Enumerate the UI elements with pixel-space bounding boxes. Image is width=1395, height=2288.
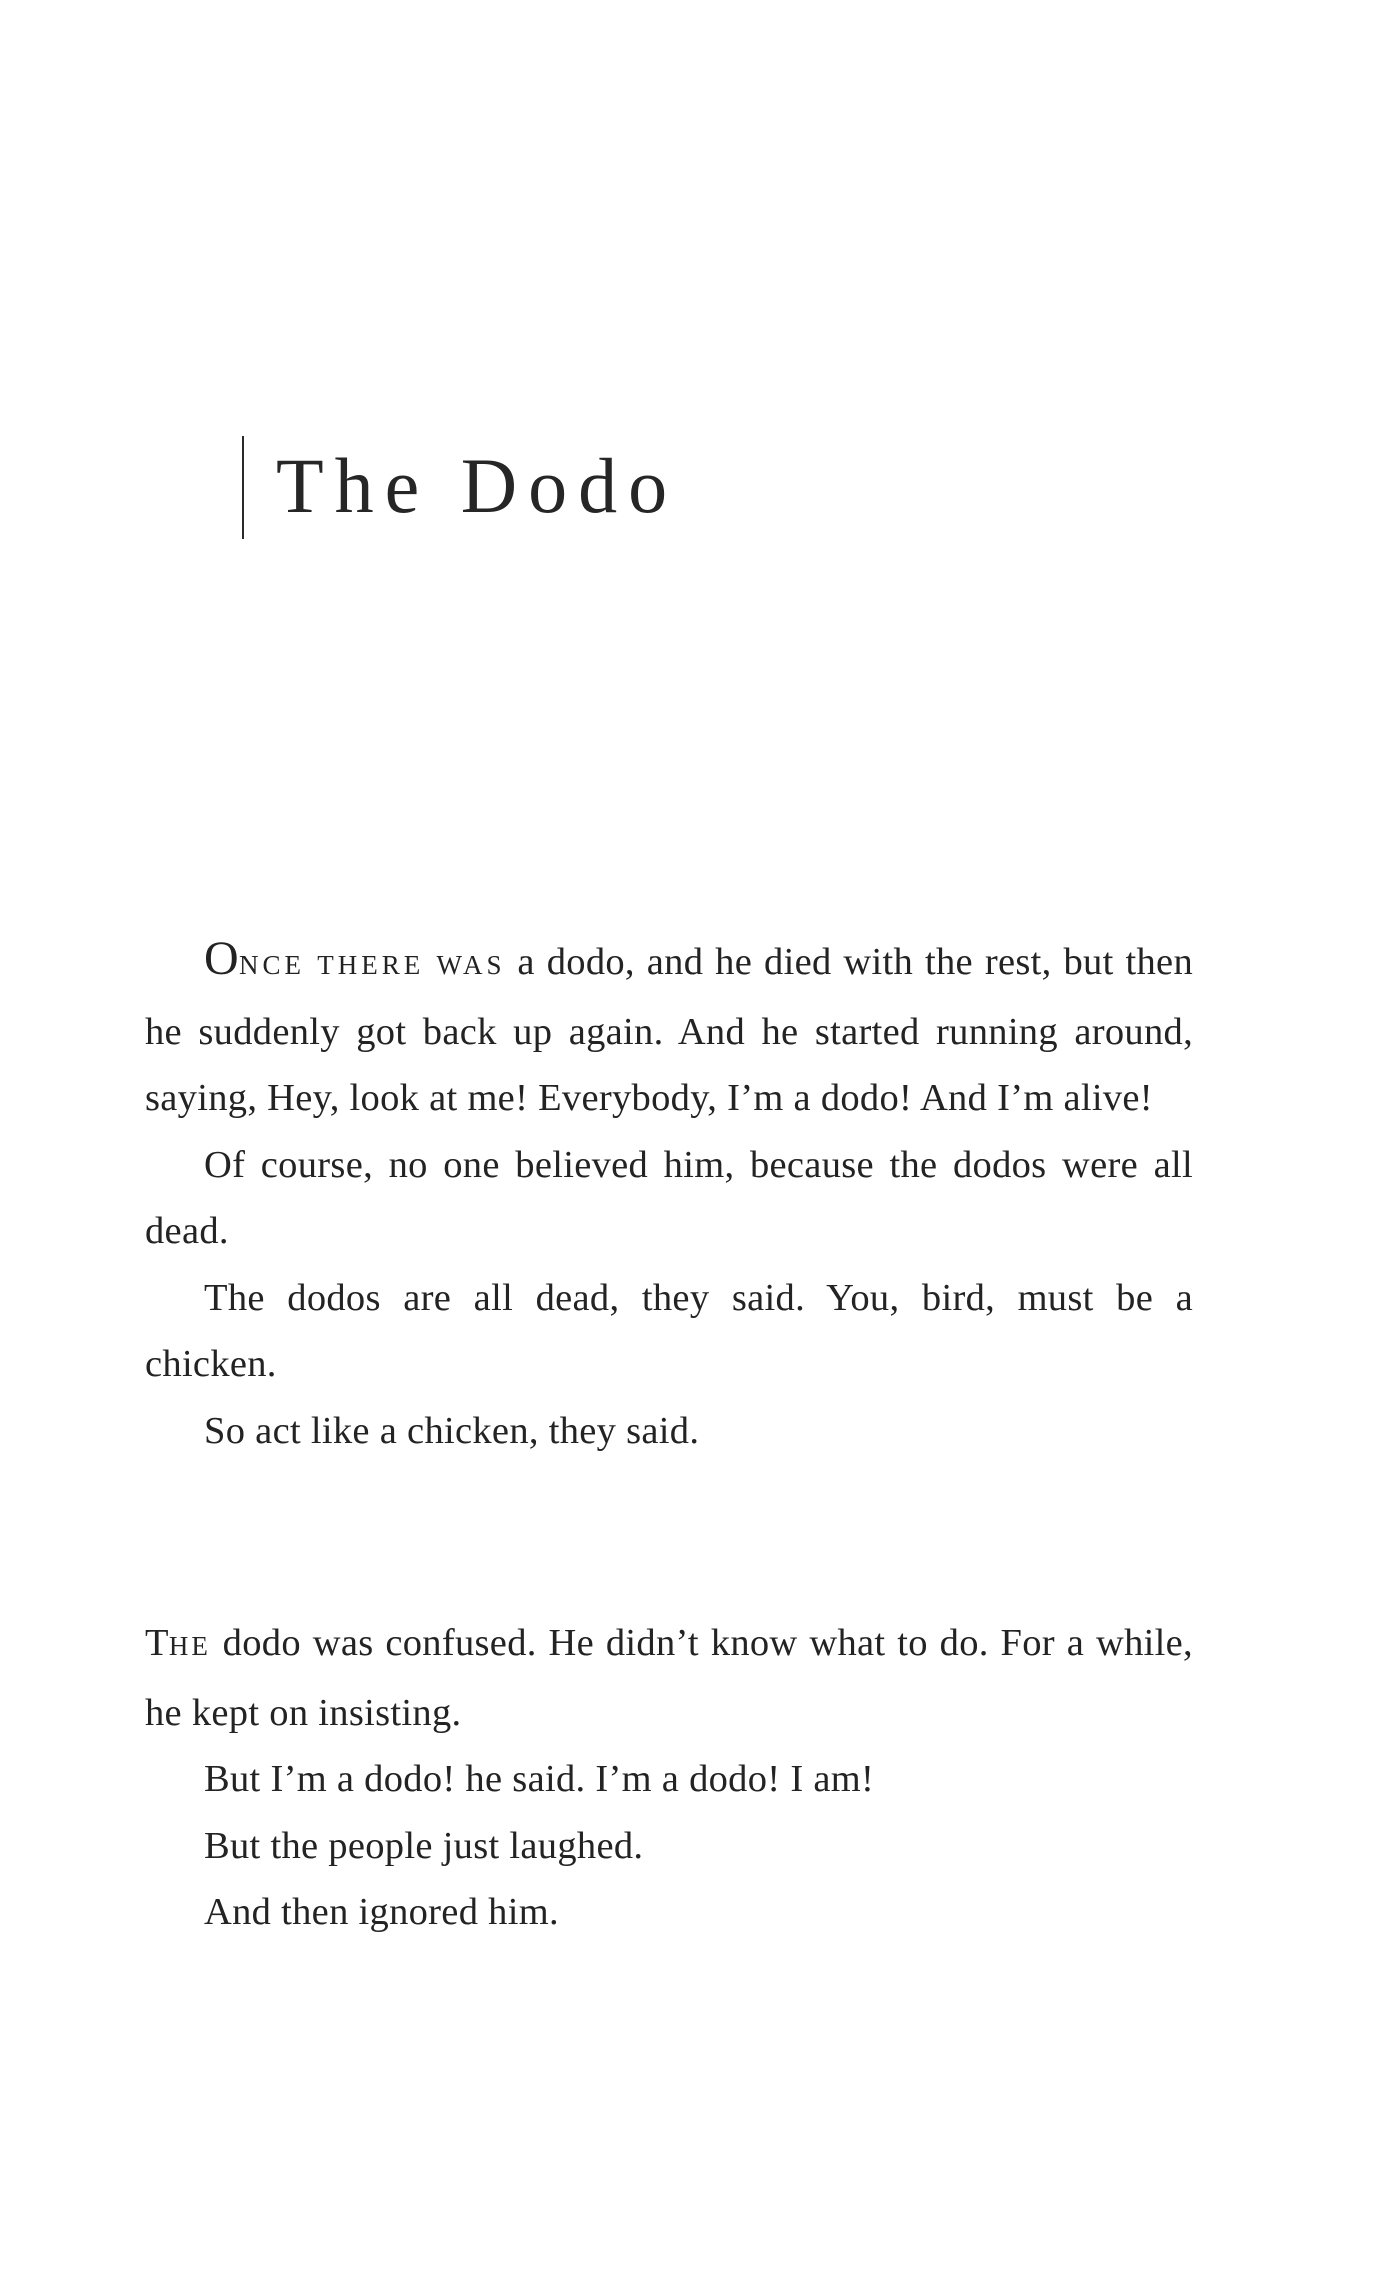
small-caps-lead: NCE THERE WAS [238, 950, 506, 980]
paragraph: The dodos are all dead, they said. You, bird, must be a chicken. [145, 1276, 1193, 1385]
chapter-title: The Dodo [276, 442, 679, 529]
paragraph: Of course, no one believed him, because the dodos were all dead. [145, 1143, 1193, 1252]
paragraph-opening [145, 1610, 1193, 1746]
paragraph: And then ignored him. [204, 1891, 559, 1933]
paragraph: So act like a chicken, they said. [204, 1409, 700, 1452]
chapter-title-rule [242, 436, 244, 539]
small-caps-lead: HE [168, 1631, 211, 1661]
paragraph: But I’m a dodo! he said. I’m a dodo! I am! [204, 1758, 875, 1800]
paragraph-opening [145, 926, 1193, 1132]
paragraph-text: dodo was confused. He didn’t know what to do. For a while, he kept on insisting. [145, 1622, 1193, 1734]
initial-letter: O [204, 932, 239, 985]
paragraph: But the people just laughed. [204, 1824, 644, 1867]
paragraph-text: a dodo, and he died with the rest, but then he suddenly got back up again. And he started running around, saying, Hey, look at me! Everybody, I’m a dodo! And I’m alive! [145, 941, 1193, 1119]
section-two [145, 1610, 1193, 1946]
initial-letter: T [145, 1622, 169, 1664]
section-one [145, 926, 1193, 1464]
